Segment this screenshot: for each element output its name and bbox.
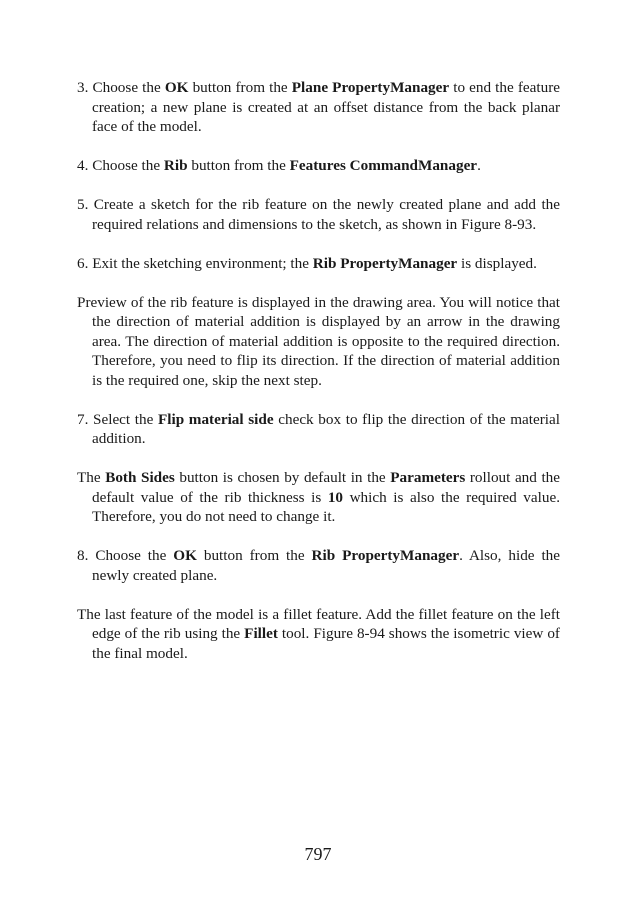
bold-text-thickness-value: 10: [327, 488, 343, 506]
text-run: to end the feature creation; a new plane is created at an offset distance from the back planar face of the model.: [92, 79, 560, 135]
paragraph-step-7: [77, 410, 560, 449]
text-run: 6. Exit the sketching environment; the: [77, 254, 313, 272]
bold-text-rib-propertymanager: Rib PropertyManager: [311, 547, 460, 564]
text-run: which is also the required value. Therefore, you do not need to change it.: [92, 488, 560, 525]
text-run: Preview of the rib feature is displayed in the drawing area. You will notice that the direction of material addition is displayed by an arrow in the drawing area. The direction of material addition is opposite to the required direction. Therefore, you need to flip its direction. If the direction of material addition is the required one, skip the next step.: [77, 293, 560, 389]
paragraph-both-sides-note: [77, 468, 560, 527]
text-run: button from the: [188, 79, 292, 96]
text-run: button is chosen by default in the: [174, 469, 391, 486]
bold-text-plane-propertymanager: Plane PropertyManager: [291, 79, 450, 96]
text-run: check box to flip the direction of the material addition.: [92, 410, 560, 447]
text-run: 4. Choose the: [77, 157, 164, 174]
page-content: [77, 78, 560, 683]
paragraph-step-6: [77, 254, 560, 274]
paragraph-step-5: [77, 195, 560, 234]
bold-text-features-commandmanager: Features CommandManager: [289, 157, 478, 174]
text-run: 5. Create a sketch for the rib feature on the newly created plane and add the required relations and dimensions to the sketch, as shown in Figure 8-93.: [77, 196, 560, 233]
text-run: 7. Select the: [77, 410, 158, 428]
paragraph-preview-note: [77, 293, 560, 391]
text-run: tool. Figure 8-94 shows the isometric view of the final model.: [92, 625, 560, 662]
text-run: The: [77, 469, 106, 486]
bold-text-both-sides: Both Sides: [105, 469, 175, 486]
text-run: 3. Choose the: [77, 79, 165, 96]
bold-text-rib: Rib: [163, 157, 188, 174]
text-run: .: [477, 157, 481, 174]
bold-text-fillet: Fillet: [244, 625, 278, 642]
bold-text-rib-propertymanager: Rib PropertyManager: [312, 254, 458, 272]
bold-text-flip-material-side: Flip material side: [158, 410, 274, 428]
text-run: button from the: [196, 547, 312, 564]
text-run: button from the: [187, 157, 290, 174]
text-run: . Also, hide the newly created plane.: [92, 547, 561, 584]
text-run: 8. Choose the: [77, 547, 174, 564]
bold-text-ok: OK: [173, 547, 197, 564]
bold-text-parameters: Parameters: [390, 469, 466, 486]
paragraph-step-3: [77, 78, 560, 137]
text-run: is displayed.: [457, 254, 537, 272]
page-number: 797: [304, 844, 332, 864]
bold-text-ok: OK: [164, 79, 189, 96]
paragraph-step-4: [77, 156, 560, 176]
paragraph-fillet-note: [77, 605, 560, 664]
paragraph-step-8: [77, 546, 560, 585]
text-run: rollout and the default value of the rib thickness is: [92, 469, 561, 506]
text-run: The last feature of the model is a fillet feature. Add the fillet feature on the left edge of the rib using the: [77, 605, 560, 642]
